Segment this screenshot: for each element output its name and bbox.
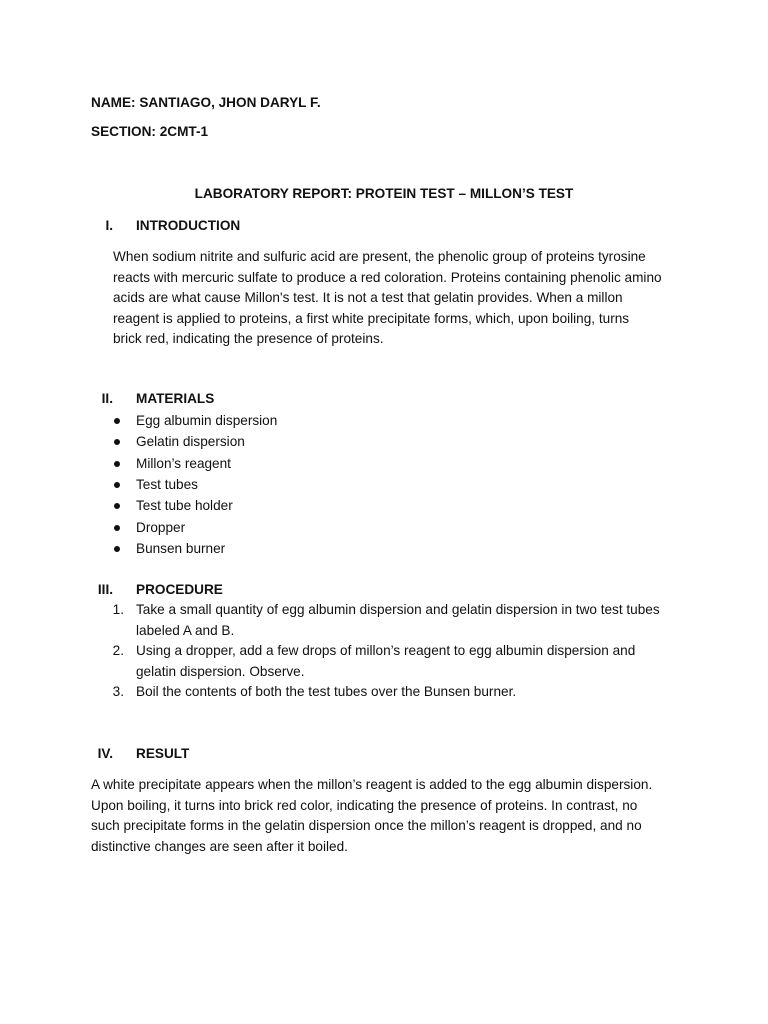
student-section: SECTION: 2CMT-1 [91,124,209,139]
step-text-line: labeled A and B. [136,623,235,638]
section-heading-procedure: PROCEDURE [136,582,223,597]
paragraph-line: acids are what cause Millon's test. It is not a test that gelatin provides. When a millon [113,290,623,306]
bullet-icon [114,461,120,467]
bullet-icon [114,525,120,531]
section-numeral-introduction: I. [105,218,113,233]
section-heading-introduction: INTRODUCTION [136,218,241,233]
step-text-line: Using a dropper, add a few drops of millon’s reagent to egg albumin dispersion and [136,643,636,658]
bullet-icon [114,482,120,488]
section-numeral-materials: II. [101,391,113,406]
list-item: Test tube holder [136,498,233,513]
list-item: Dropper [136,520,186,535]
result-paragraph [91,775,652,857]
paragraph-line: brick red, indicating the presence of proteins. [113,331,384,347]
list-item: Bunsen burner [136,541,226,556]
section-numeral-result: IV. [97,746,113,761]
bullet-icon [114,439,120,445]
step-number: 1. [112,602,124,617]
step-text-line: Take a small quantity of egg albumin dispersion and gelatin dispersion in two test tubes [136,602,660,617]
list-item: Gelatin dispersion [136,434,245,449]
bullet-icon [114,546,120,552]
paragraph-line: distinctive changes are seen after it boiled. [91,838,348,854]
bullet-icon [114,503,120,509]
step-text-line: gelatin dispersion. Observe. [136,664,305,679]
step-number: 2. [112,643,124,658]
paragraph-line: such precipitate forms in the gelatin dispersion once the millon’s reagent is dropped, and no [91,818,642,834]
paragraph-line: reagent is applied to proteins, a first white precipitate forms, which, upon boiling, turns [113,310,630,326]
paragraph-line: Upon boiling, it turns into brick red color, indicating the presence of proteins. In contrast, no [91,797,638,813]
section-numeral-procedure: III. [97,582,113,597]
report-title: LABORATORY REPORT: PROTEIN TEST – MILLON’S TEST [194,186,574,201]
list-item: Test tubes [136,477,198,492]
list-item: Millon’s reagent [136,456,231,471]
paragraph-line: A white precipitate appears when the millon’s reagent is added to the egg albumin dispersion. [91,777,653,792]
section-heading-materials: MATERIALS [136,391,215,406]
list-item: Egg albumin dispersion [136,413,278,428]
paragraph-line: When sodium nitrite and sulfuric acid are present, the phenolic group of proteins tyrosine [113,249,646,264]
step-text-line: Boil the contents of both the test tubes over the Bunsen burner. [136,684,517,699]
student-name: NAME: SANTIAGO, JHON DARYL F. [91,95,321,110]
step-number: 3. [112,684,124,699]
paragraph-line: reacts with mercuric sulfate to produce a red coloration. Proteins containing phenolic amino [113,269,662,285]
introduction-paragraph [113,247,662,350]
bullet-icon [114,418,120,424]
section-heading-result: RESULT [136,746,190,761]
